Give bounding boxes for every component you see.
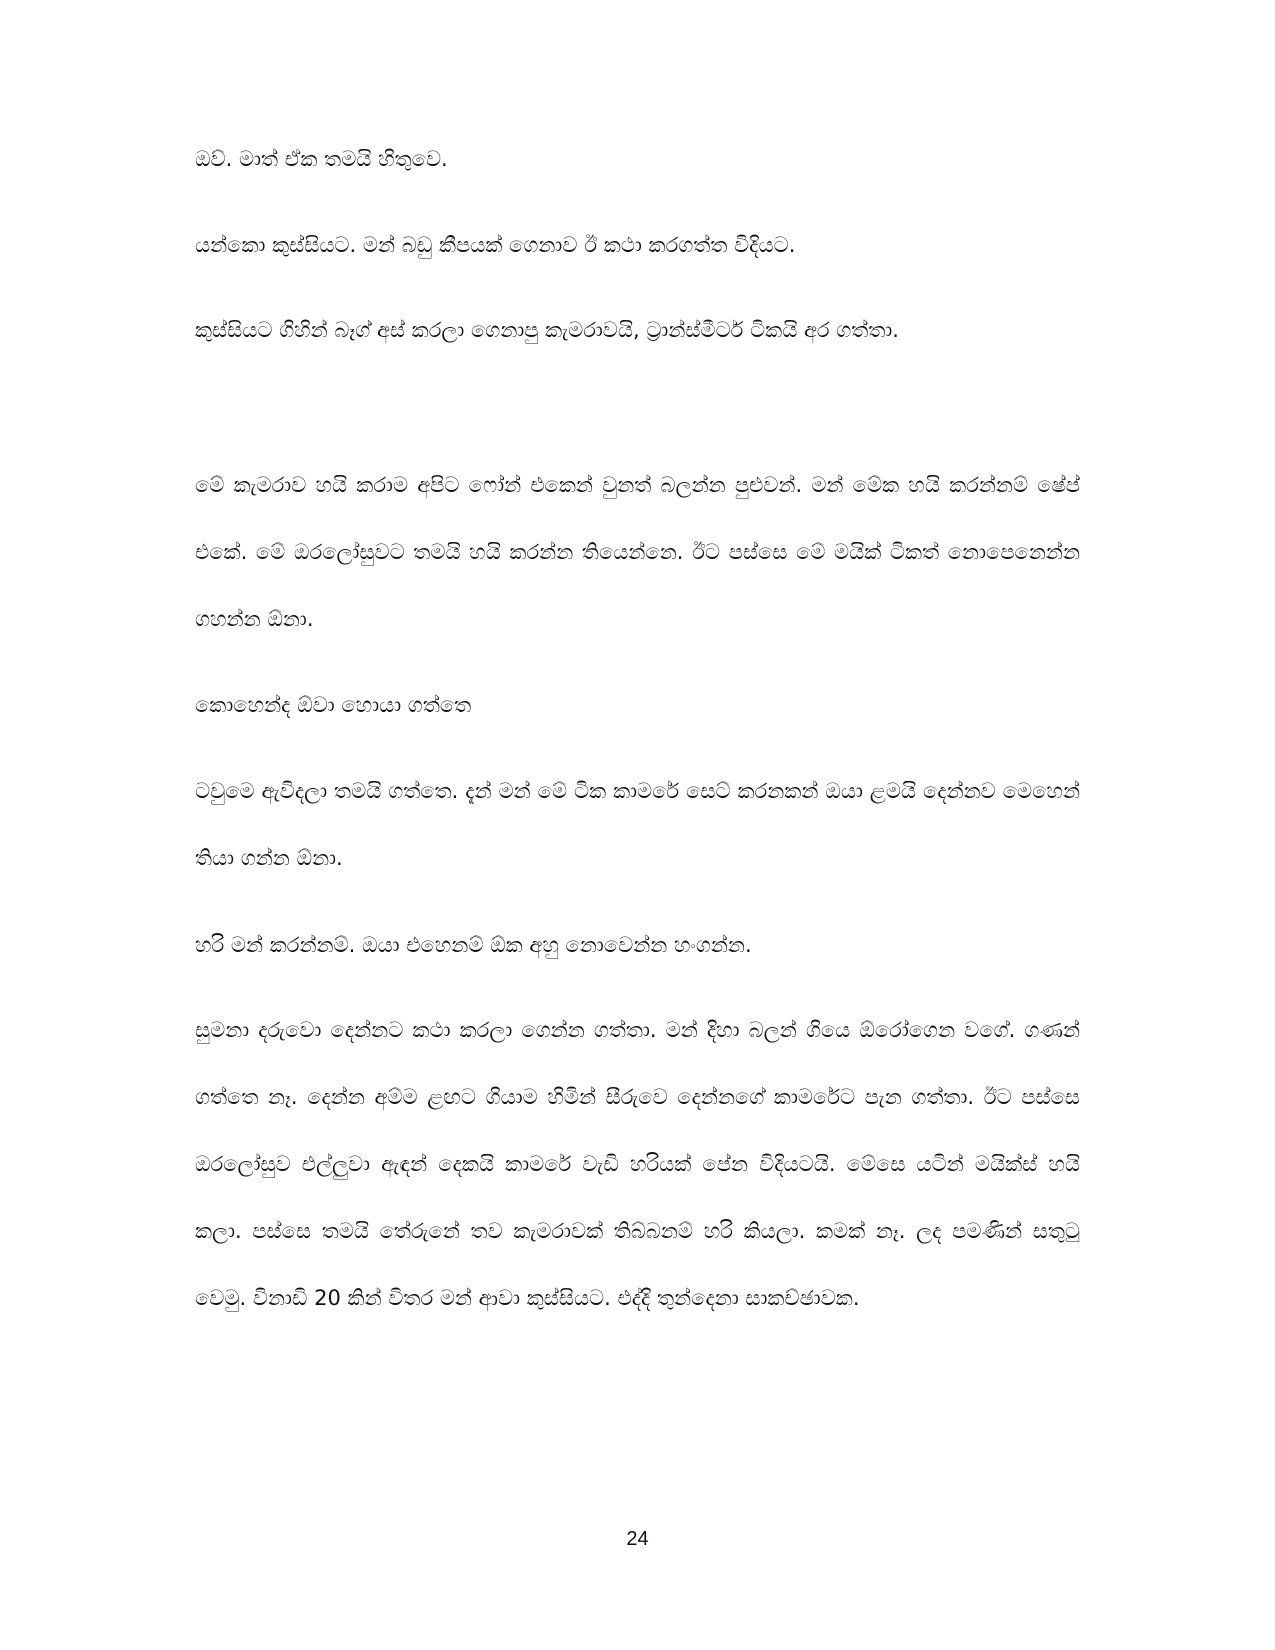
paragraph-6: ටවුමෙ ඇවිදලා තමයි ගත්තෙ. දැන් මන් මේ ටික කාමරේ සෙට් කරනකන් ඔයා ළමයි දෙන්නව මෙහෙන් තියා ගන්න ඕනා. xyxy=(195,779,1080,870)
page-number: 24 xyxy=(626,1528,649,1550)
paragraph-7: හරි මන් කරන්නම්. ඔයා එහෙනම් ඕක අහු නොවෙන්න හංගන්න. xyxy=(195,933,752,957)
paragraph-8: සුමනා දරුවො දෙන්නට කථා කරලා ගෙන්න ගත්තා. මන් දිහා බලන් ගියෙ ඕරෝගෙන වගේ. ගණන් ගත්තෙ නෑ. දෙන්න අම්ම ළඟට ගියාම හිමින් සීරුවෙ දෙන්නගේ කාමරේට පැන ගත්තා. ඊට පස්සෙ ඔරලෝසුව එල්ලුවා ඇඳන් දෙකයි කාමරේ වැඩි හරියක් පේන විදියටයි. මේසෙ යටින් මයික්ස් හයි කලා. පස්සෙ තමයි තේරුනේ තව කැමරාවක් තිබ්බනම් හරි කියලා. කමක් නෑ. ලද පමණින් සතුටු වෙමු. විනාඩි 20 කින් විතර මන් ආවා කුස්සියට. එද්දි තුන්දෙනා සාකච්ඡාවක. xyxy=(195,1018,1080,1310)
paragraph-4: මේ කැමරාව හයි කරාම අපිට ෆෝන් එකෙන් වුනත් බලන්න පුළුවන්. මන් මේක හයි කරන්නම් ෂේප් එකේ. මේ ඔරලෝසුවට තමයි හයි කරන්න තියෙන්නෙ. ඊට පස්සෙ මේ මයික් ටිකත් නොපෙනෙන්න ගහන්න ඕනා. xyxy=(195,473,1080,631)
paragraph-5: කොහෙන්ද ඕවා හොයා ගත්තෙ xyxy=(195,693,472,717)
paragraph-2: යන්කො කුස්සියට. මන් බඩු කීපයක් ගෙනාව ඊ කථා කරගත්ත විදියට. xyxy=(195,233,796,257)
paragraph-3: කුස්සියට ගිහින් බෑග් අස් කරලා ගෙනාපු කැමරාවයි, ට්‍රාන්ස්මීටර් ටිකයි අර ගත්තා. xyxy=(195,318,899,342)
paragraph-1: ඔව්. මාත් ඒක තමයි හිතුවෙ. xyxy=(195,147,448,171)
